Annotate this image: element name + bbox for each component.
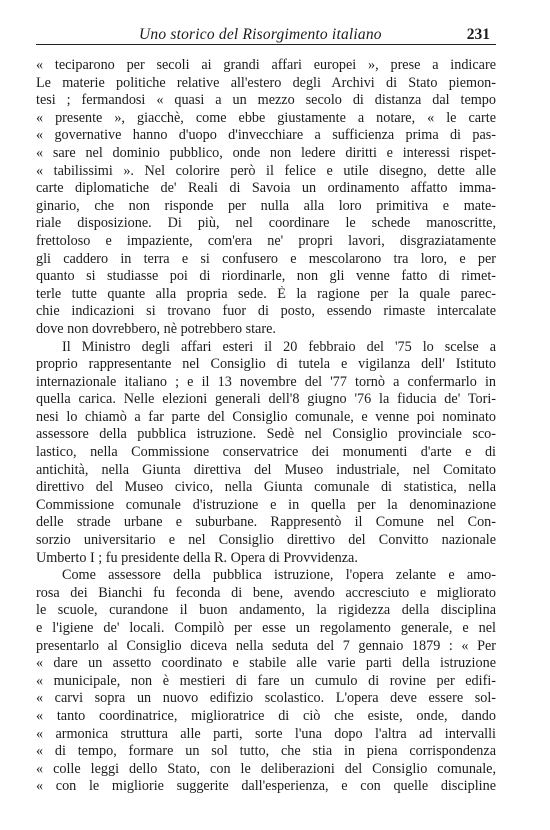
text-line: carte diplomatiche de' Reali di Savoia un ordinamento affatto imma- <box>36 180 496 197</box>
text-line: « colle leggi dello Stato, con le deliberazioni del Consiglio comunale, <box>36 760 496 777</box>
text-line: frettoloso e impaziente, com'era ne' propri lavori, disgraziatamente <box>36 232 496 249</box>
page-number: 231 <box>466 26 490 43</box>
text-line: delle strade urbane e suburbane. Rappresentò il Comune nel Con- <box>36 514 496 531</box>
text-line: Come assessore della pubblica istruzione, l'opera zelante e amo- <box>62 567 496 584</box>
text-line: Il Ministro degli affari esteri il 20 febbraio del '75 lo scelse a <box>62 338 496 355</box>
text-line: le scuole, curandone il buon andamento, la rigidezza della disciplina <box>36 602 496 619</box>
body-text <box>36 57 496 796</box>
text-line: antichità, nella Giunta direttiva del Museo industriale, nel Comitato <box>36 461 496 478</box>
book-page <box>36 22 496 796</box>
text-line: chie indicazioni si trovano fuor di posto, essendo rimaste intercalate <box>36 303 496 320</box>
text-line: riale disposizione. Di più, nel coordinare le schede manoscritte, <box>36 215 496 232</box>
text-line: terle tutte quante alla propria sede. È la ragione per la quale parec- <box>36 285 496 302</box>
text-line: Le materie politiche relative all'estero degli Archivi di Stato piemon- <box>36 74 496 91</box>
text-line: nesi lo chiamò a far parte del Consiglio comunale, e venne poi nominato <box>36 408 496 425</box>
text-line: « municipale, non è mestieri di fare un cumulo di rovine per edifi- <box>36 672 496 689</box>
text-line: presentarlo al Consiglio diceva nella seduta del 7 gennaio 1879 : « Per <box>36 637 496 654</box>
text-line: « con le migliorie suggerite dall'esperienza, e con quelle discipline <box>36 778 496 795</box>
text-line: « tabilissimi ». Nel colorire però il felice e utile disegno, dette alle <box>36 162 496 179</box>
text-line: internazionale italiano ; e il 13 novembre del '77 tornò a confermarlo in <box>36 373 496 390</box>
text-line: « armonica struttura alle parti, sorte l'una dopo l'altra ad intervalli <box>36 725 496 742</box>
text-line: rosa dei Bianchi fu feconda di bene, avendo accresciuto e migliorato <box>36 584 496 601</box>
text-line: lastico, nella Commissione conservatrice dei monumenti d'arte e di <box>36 444 496 461</box>
text-line: « dare un assetto coordinato e stabile alle varie parti della istruzione <box>36 655 496 672</box>
text-line: proprio rappresentante nel Consiglio di tutela e vigilanza dell' Istituto <box>36 356 496 373</box>
text-line: « tanto coordinatrice, miglioratrice di ciò che esiste, onde, dando <box>36 707 496 724</box>
text-line: assessore della pubblica istruzione. Sedè nel Consiglio provinciale sco- <box>36 426 496 443</box>
text-line: dove non dovrebbero, nè potrebbero stare. <box>36 320 276 337</box>
text-line: sorzio universitario e nel Consiglio direttivo del Convitto nazionale <box>36 532 496 549</box>
text-line: e l'igiene de' locali. Compilò per esse un regolamento generale, e nel <box>36 620 496 636</box>
text-line: quanto si studiasse poi di riordinarle, non gli venne fatto di rimet- <box>36 268 496 285</box>
text-line: « carvi sopra un nuovo edifizio scolastico. L'opera deve essere sol- <box>36 690 496 707</box>
text-line: « governative hanno d'uopo d'invecchiare a sufficienza prima di pas- <box>36 127 496 144</box>
text-line: gli caddero in terra e si confusero e mescolarono tra loro, e per <box>36 250 496 267</box>
text-line: « sare nel dominio pubblico, onde non ledere diritti e interessi rispet- <box>36 144 496 161</box>
text-line: Commissione comunale d'istruzione e in quella per la denominazione <box>36 496 496 513</box>
text-line: tesi ; fermandosi « quasi a un mezzo secolo di distanza dal tempo <box>36 92 496 109</box>
text-line: ginario, che non risponde per nulla alla loro primitiva e mate- <box>36 197 496 214</box>
text-line: « di tempo, formare un sol tutto, che stia in piena corrispondenza <box>36 743 496 760</box>
page-header <box>36 22 496 45</box>
text-line: Umberto I ; fu presidente della R. Opera di Provvidenza. <box>36 549 358 566</box>
text-line: « presente », giacchè, come ebbe giustamente a notare, « le carte <box>36 109 496 126</box>
running-title: Uno storico del Risorgimento italiano <box>139 26 382 43</box>
text-line: « teciparono per secoli ai grandi affari europei », prese a indicare <box>36 57 496 73</box>
text-line: quella carica. Nelle elezioni generali dell'8 giugno '76 la fiducia de' Tori- <box>36 391 496 408</box>
text-line: direttivo del Museo civico, nella Giunta comunale di statistica, nella <box>36 479 496 496</box>
